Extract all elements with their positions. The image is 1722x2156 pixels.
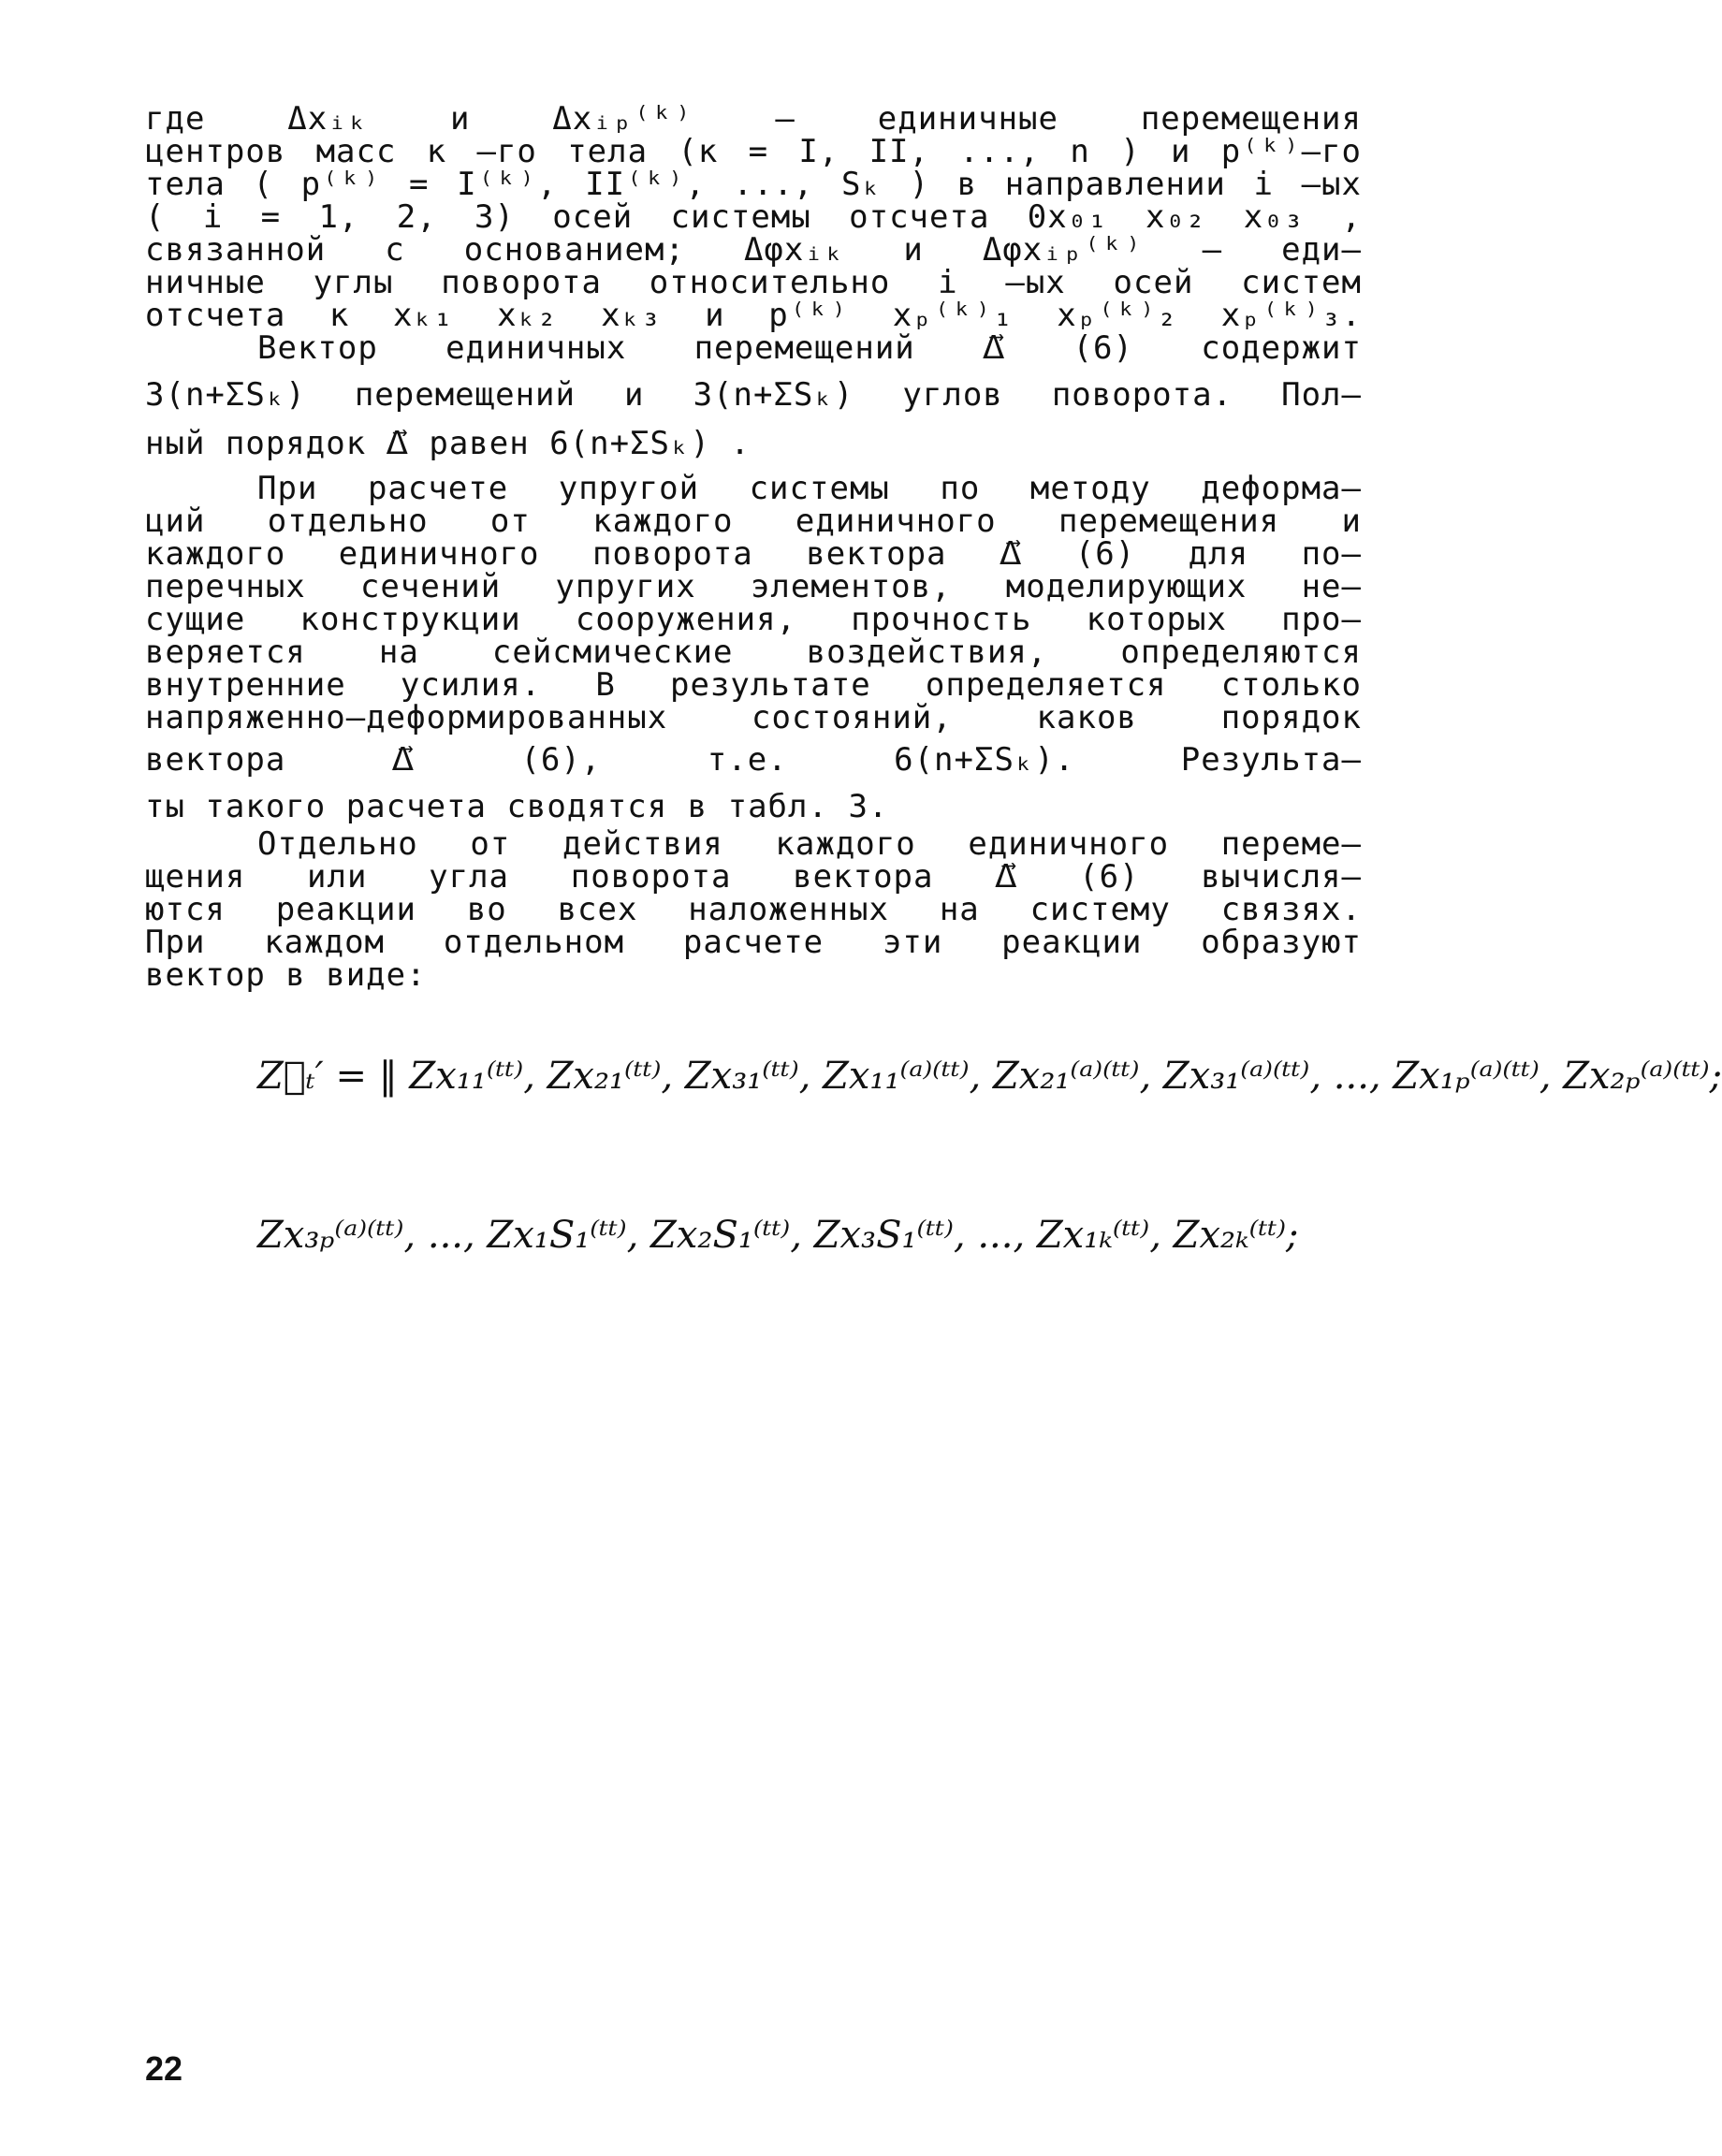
text-line-22: щения или угла поворота вектора Δ⃗ (6) вычисля– xyxy=(145,858,1362,896)
text-line-3: тела ( p⁽ᵏ⁾ = I⁽ᵏ⁾, II⁽ᵏ⁾, ..., Sₖ ) в направлении i –ых xyxy=(145,166,1362,203)
text-line-23: ются реакции во всех наложенных на систему связях. xyxy=(145,891,1362,928)
text-line-2: центров масс к –го тела (к = I, II, ..., n ) и p⁽ᵏ⁾–го xyxy=(145,133,1362,170)
text-line-8: Вектор единичных перемещений Δ⃗ (6) содержит xyxy=(257,329,1362,367)
text-line-19: вектора Δ⃗ (6), т.е. 6(n+ΣSₖ). Результа– xyxy=(145,741,1362,779)
text-line-6: ничные углы поворота относительно i –ых осей систем xyxy=(145,264,1362,301)
text-line-18: напряженно–деформированных состояний, каков порядок xyxy=(145,699,1362,736)
text-line-4: ( i = 1, 2, 3) осей системы отсчета 0x₀₁ x₀₂ x₀₃ , xyxy=(145,198,1362,236)
page-number: 22 xyxy=(145,2049,183,2088)
reaction-vector-formula-line-2: Zx₃ₚ⁽ᵃ⁾⁽ᵗᵗ⁾, ..., Zx₁S₁⁽ᵗᵗ⁾, Zx₂S₁⁽ᵗᵗ⁾, Zx₃S₁⁽ᵗᵗ⁾, ..., Zx₁ₖ⁽ᵗᵗ⁾, Zx₂ₖ⁽ᵗᵗ⁾; xyxy=(257,1214,1299,1257)
text-line-7: отсчета к xₖ₁ xₖ₂ xₖ₃ и p⁽ᵏ⁾ xₚ⁽ᵏ⁾₁ xₚ⁽ᵏ⁾₂ xₚ⁽ᵏ⁾₃. xyxy=(145,297,1362,334)
text-line-1: где Δxᵢₖ и Δxᵢₚ⁽ᵏ⁾ – единичные перемещения xyxy=(145,100,1362,138)
text-line-12: ций отдельно от каждого единичного перемещения и xyxy=(145,503,1362,540)
text-line-15: сущие конструкции сооружения, прочность которых про– xyxy=(145,601,1362,638)
text-line-16: веряется на сейсмические воздействия, определяются xyxy=(145,634,1362,671)
text-line-10: ный порядок Δ⃗ равен 6(n+ΣSₖ) . xyxy=(145,425,751,462)
text-line-21: Отдельно от действия каждого единичного переме– xyxy=(257,825,1362,863)
text-line-17: внутренние усилия. В результате определяется столько xyxy=(145,666,1362,704)
text-line-25: вектор в виде: xyxy=(145,956,427,994)
text-line-14: перечных сечений упругих элементов, моделирующих не– xyxy=(145,568,1362,605)
text-line-20: ты такого расчета сводятся в табл. 3. xyxy=(145,788,889,825)
text-line-13: каждого единичного поворота вектора Δ⃗ (6) для по– xyxy=(145,535,1362,573)
text-line-9: 3(n+ΣSₖ) перемещений и 3(n+ΣSₖ) углов поворота. Пол– xyxy=(145,376,1362,414)
text-line-24: При каждом отдельном расчете эти реакции образуют xyxy=(145,924,1362,961)
text-line-11: При расчете упругой системы по методу деформа– xyxy=(257,470,1362,507)
text-line-5: связанной с основанием; Δφxᵢₖ и Δφxᵢₚ⁽ᵏ⁾ – еди– xyxy=(145,231,1362,269)
reaction-vector-formula-line-1: Z⃗ₜ′ = ‖ Zx₁₁⁽ᵗᵗ⁾, Zx₂₁⁽ᵗᵗ⁾, Zx₃₁⁽ᵗᵗ⁾, Zx₁₁⁽ᵃ⁾⁽ᵗᵗ⁾, Zx₂₁⁽ᵃ⁾⁽ᵗᵗ⁾, Zx₃₁⁽ᵃ⁾⁽ᵗᵗ⁾, ..., Zx₁ₚ⁽ᵃ⁾⁽ᵗᵗ⁾, Zx₂ₚ⁽ᵃ⁾⁽ᵗᵗ⁾; xyxy=(257,1055,1722,1098)
